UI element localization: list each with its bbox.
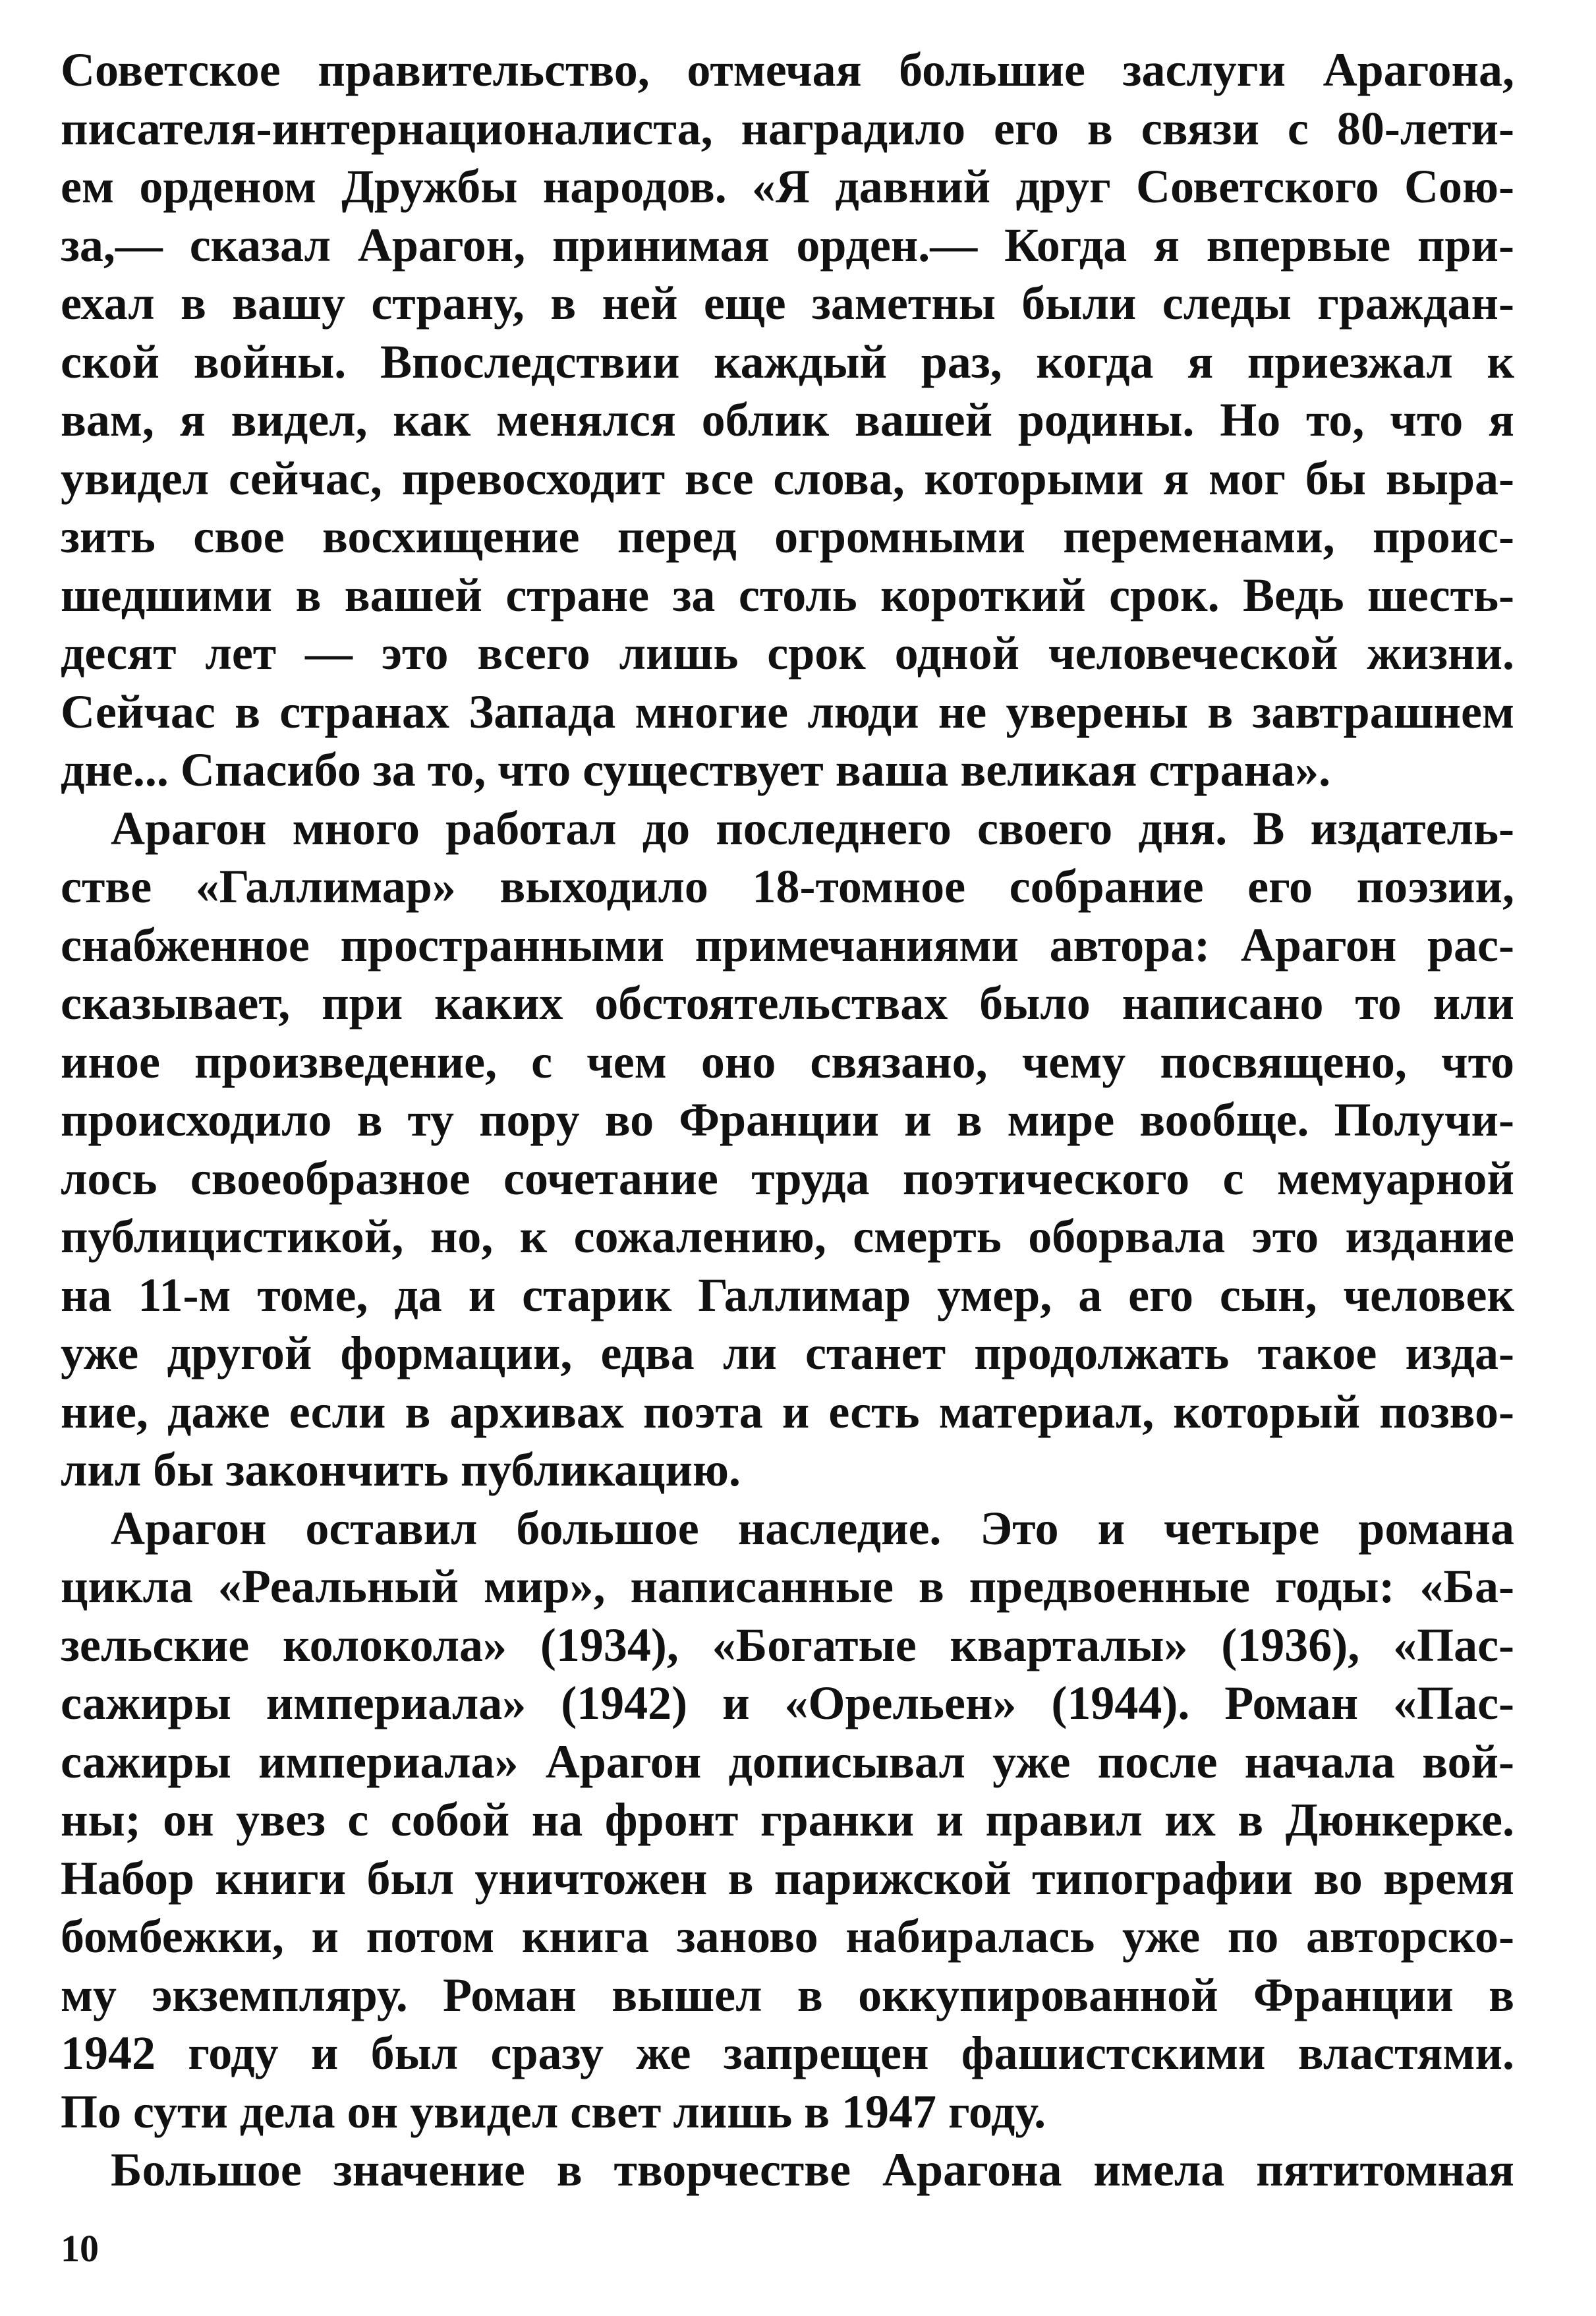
text-line: писателя-интернационалиста, наградило его в связи с 80-лети-	[61, 101, 1514, 155]
text-line: вам, я видел, как менялся облик вашей родины. Но то, что я	[61, 393, 1514, 446]
text-line: сажиры империала» Арагон дописывал уже после начала вой-	[61, 1735, 1514, 1788]
text-line: зить свое восхищение перед огромными переменами, проис-	[61, 510, 1514, 563]
text-line: По сути дела он увидел свет лишь в 1947 году.	[61, 2085, 1046, 2138]
text-line: иное произведение, с чем оно связано, чему посвящено, что	[61, 1035, 1514, 1088]
text-line: бомбежки, и потом книга заново набиралась уже по авторско-	[61, 1910, 1514, 1963]
text-line: ны; он увез с собой на фронт гранки и правил их в Дюнкерке.	[61, 1793, 1514, 1846]
text-line: публицистикой, но, к сожалению, смерть оборвала это издание	[61, 1210, 1514, 1263]
text-line: лось своеобразное сочетание труда поэтического с мемуарной	[61, 1151, 1514, 1205]
text-line: дне... Спасибо за то, что существует ваша великая страна».	[61, 743, 1331, 796]
text-line: цикла «Реальный мир», написанные в предвоенные годы: «Ба-	[61, 1560, 1514, 1613]
text-line: ние, даже если в архивах поэта и есть материал, который позво-	[61, 1385, 1514, 1438]
text-line: за,— сказал Арагон, принимая орден.— Когда я впервые при-	[61, 218, 1514, 272]
text-line: десят лет — это всего лишь срок одной человеческой жизни.	[61, 627, 1514, 680]
text-line: ем орденом Дружбы народов. «Я давний друг Советского Сою-	[61, 160, 1514, 213]
text-line: зельские колокола» (1934), «Богатые кварталы» (1936), «Пас-	[61, 1618, 1514, 1671]
paragraph-start-line: Арагон оставил большое наследие. Это и четыре романа	[111, 1501, 1514, 1555]
text-line: на 11-м томе, да и старик Галлимар умер, а его сын, человек	[61, 1268, 1514, 1321]
body-text	[61, 41, 1514, 2199]
text-line: лил бы закончить публикацию.	[61, 1443, 741, 1496]
text-line: Сейчас в странах Запада многие люди не уверены в завтрашнем	[61, 685, 1514, 738]
text-line: 1942 году и был сразу же запрещен фашистскими властями.	[61, 2027, 1514, 2079]
text-line: стве «Галлимар» выходило 18-томное собрание его поэзии,	[61, 860, 1514, 913]
paragraph-start-line: Большое значение в творчестве Арагона имела пятитомная	[111, 2143, 1514, 2196]
text-line: му экземпляру. Роман вышел в оккупированной Франции в	[61, 1968, 1514, 2021]
page-number: 10	[61, 2227, 99, 2270]
text-line: происходило в ту пору во Франции и в мире вообще. Получи-	[61, 1093, 1514, 1146]
text-line: ехал в вашу страну, в ней еще заметны были следы граждан-	[61, 277, 1514, 330]
text-line: сказывает, при каких обстоятельствах было написано то или	[61, 977, 1514, 1029]
text-line: сажиры империала» (1942) и «Орельен» (1944). Роман «Пас-	[61, 1677, 1514, 1729]
text-line: снабженное пространными примечаниями автора: Арагон рас-	[61, 918, 1514, 971]
text-line: ской войны. Впоследствии каждый раз, когда я приезжал к	[61, 335, 1514, 388]
text-line: Советское правительство, отмечая большие заслуги Арагона,	[61, 43, 1514, 96]
text-line: увидел сейчас, превосходит все слова, которыми я мог бы выра-	[61, 451, 1514, 505]
text-line: уже другой формации, едва ли станет продолжать такое изда-	[61, 1327, 1514, 1379]
paragraph-start-line: Арагон много работал до последнего своего дня. В издатель-	[111, 801, 1514, 855]
text-line: шедшими в вашей стране за столь короткий срок. Ведь шесть-	[61, 568, 1514, 622]
text-line: Набор книги был уничтожен в парижской типографии во время	[61, 1851, 1514, 1905]
